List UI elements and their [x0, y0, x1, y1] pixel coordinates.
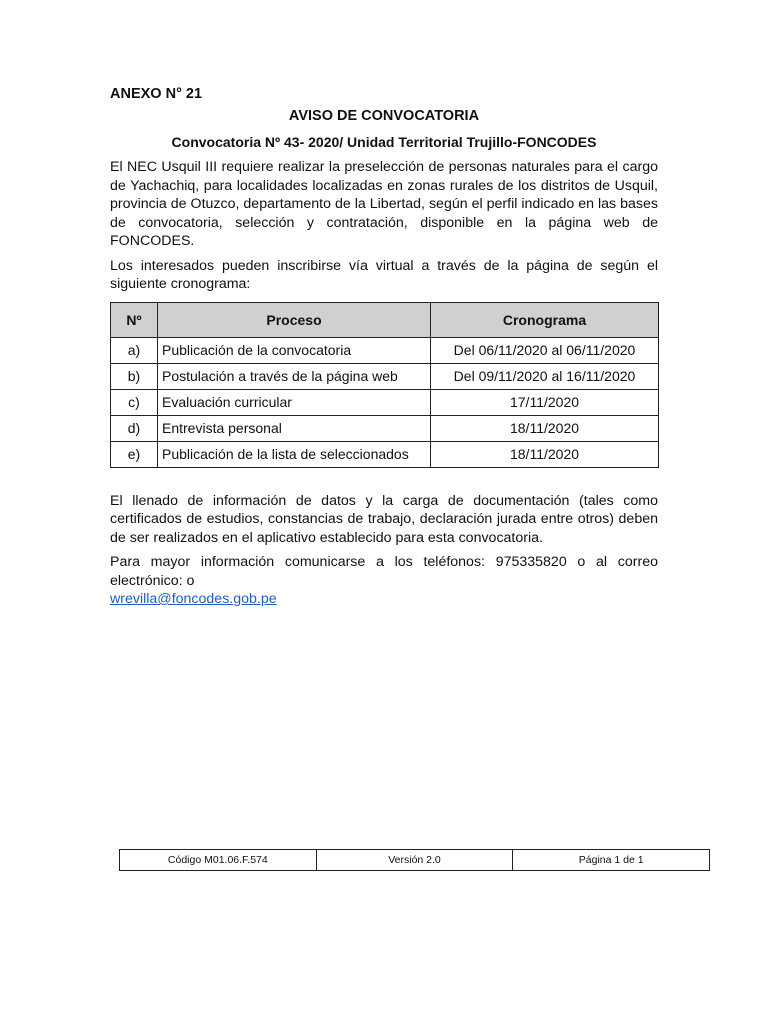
intro-paragraph: El NEC Usquil III requiere realizar la preselección de personas naturales para el cargo de Yachachiq, para localidades localizadas en zonas rurales de los distritos de Usquil, provincia de Otuzco, departamento de la Libertad, según el perfil indicado en las bases de convocatoria, selección y contratación, disponible en la página web de FONCODES.: [110, 159, 658, 249]
header-number: Nº: [111, 302, 158, 337]
header-schedule: Cronograma: [431, 302, 659, 337]
contact-text: Para mayor información comunicarse a los teléfonos: 975335820 o al correo electrónico: o: [110, 554, 658, 589]
schedule-table: [110, 302, 659, 468]
row-number: b): [111, 363, 158, 389]
footer-code: Código M01.06.F.574: [120, 850, 317, 870]
row-process: Postulación a través de la página web: [158, 363, 431, 389]
contact-email-link[interactable]: wrevilla@foncodes.gob.pe: [110, 591, 277, 607]
row-date: 18/11/2020: [431, 441, 659, 467]
table-header-row: [111, 302, 659, 337]
table-row: [111, 337, 659, 363]
row-process: Publicación de la lista de seleccionados: [158, 441, 431, 467]
document-footer: [119, 849, 710, 871]
footer-version: Versión 2.0: [317, 850, 514, 870]
filling-paragraph: El llenado de información de datos y la carga de documentación (tales como certificados de estudios, constancias de trabajo, declaración jurada entre otros) deben de ser realizados en el aplicativo establecido para esta convocatoria.: [110, 492, 658, 546]
row-number: d): [111, 415, 158, 441]
table-row: [111, 389, 659, 415]
row-process: Entrevista personal: [158, 415, 431, 441]
row-process: Evaluación curricular: [158, 389, 431, 415]
table-row: [111, 415, 659, 441]
row-date: 17/11/2020: [431, 389, 659, 415]
row-date: Del 09/11/2020 al 16/11/2020: [431, 363, 659, 389]
document-page: [110, 86, 658, 609]
table-row: [111, 363, 659, 389]
header-process: Proceso: [158, 302, 431, 337]
registration-paragraph: Los interesados pueden inscribirse vía virtual a través de la página de según el siguiente cronograma:: [110, 257, 658, 292]
table-row: [111, 441, 659, 467]
row-number: a): [111, 337, 158, 363]
row-date: 18/11/2020: [431, 415, 659, 441]
page-subtitle: Convocatoria Nº 43- 2020/ Unidad Territorial Trujillo-FONCODES: [171, 134, 597, 150]
row-number: c): [111, 389, 158, 415]
annex-label: ANEXO N° 21: [110, 86, 203, 102]
footer-page: Página 1 de 1: [578, 854, 644, 866]
row-date: Del 06/11/2020 al 06/11/2020: [431, 337, 659, 363]
page-title: AVISO DE CONVOCATORIA: [288, 108, 480, 124]
row-number: e): [111, 441, 158, 467]
contact-paragraph: [110, 553, 658, 609]
row-process: Publicación de la convocatoria: [158, 337, 431, 363]
